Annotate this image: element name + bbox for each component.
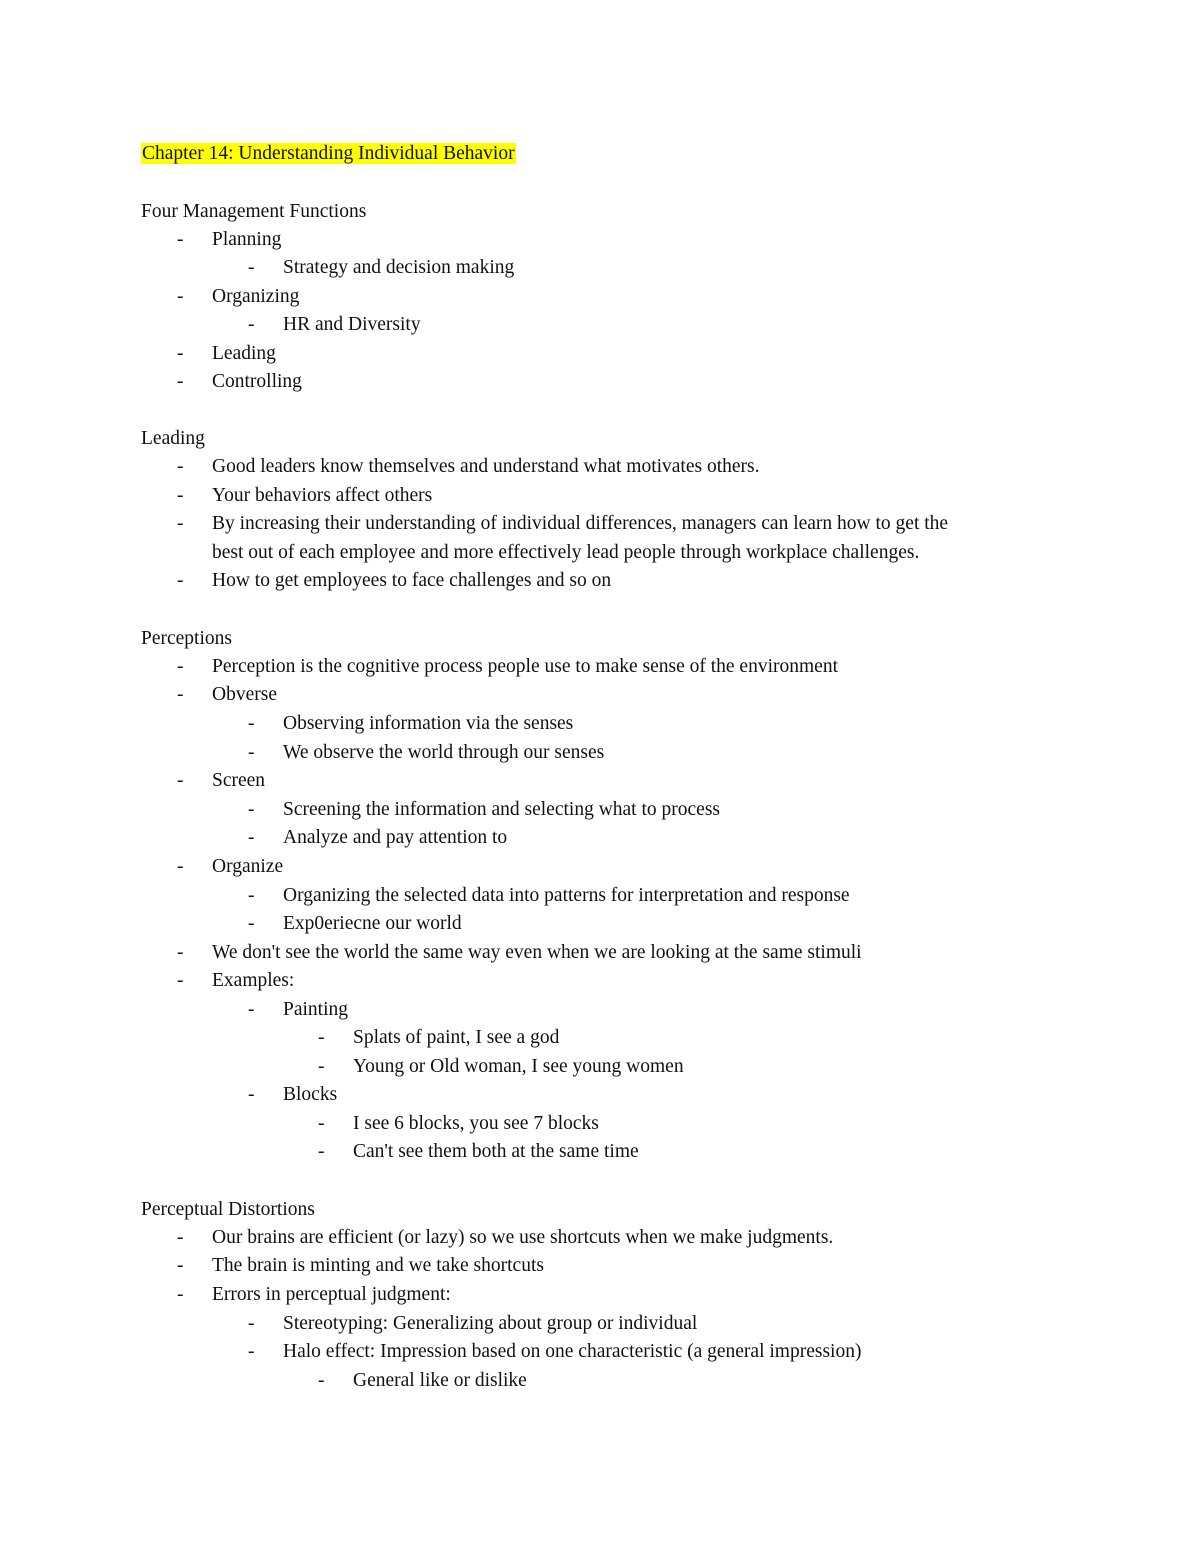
list-item-text: Halo effect: Impression based on one characteristic (a general impression) bbox=[283, 1341, 862, 1362]
list-item bbox=[0, 1310, 1200, 1338]
list-item bbox=[0, 510, 1200, 538]
bullet-dash: - bbox=[177, 1284, 184, 1305]
list-item bbox=[0, 1081, 1200, 1109]
section-heading-perceptions: Perceptions bbox=[141, 628, 232, 649]
bullet-dash: - bbox=[177, 286, 184, 307]
list-item-text: By increasing their understanding of individual differences, managers can learn how to get the bbox=[212, 513, 949, 534]
bullet-dash: - bbox=[177, 485, 184, 506]
title-highlight: Chapter 14: Understanding Individual Behavior bbox=[142, 143, 515, 164]
list-item bbox=[0, 653, 1200, 681]
list-item bbox=[0, 1024, 1200, 1052]
bullet-dash: - bbox=[177, 513, 184, 534]
list-item-text: Your behaviors affect others bbox=[212, 485, 433, 506]
list-item-text: Exp0eriecne our world bbox=[283, 913, 462, 934]
list-item bbox=[0, 482, 1200, 510]
bullet-dash: - bbox=[177, 942, 184, 963]
section-heading-leading: Leading bbox=[141, 428, 205, 449]
list-item-text: Stereotyping: Generalizing about group or individual bbox=[283, 1313, 698, 1334]
list-item-text: Strategy and decision making bbox=[283, 257, 515, 278]
bullet-dash: - bbox=[248, 742, 255, 763]
list-item-text: best out of each employee and more effectively lead people through workplace challenges. bbox=[212, 542, 920, 563]
bullet-dash: - bbox=[248, 1313, 255, 1334]
list-item-text: Blocks bbox=[283, 1084, 338, 1105]
bullet-dash: - bbox=[177, 343, 184, 364]
bullet-dash: - bbox=[248, 314, 255, 335]
bullet-dash: - bbox=[177, 684, 184, 705]
list-item-text: We observe the world through our senses bbox=[283, 742, 605, 763]
list-item bbox=[0, 739, 1200, 767]
list-item bbox=[0, 453, 1200, 481]
list-item bbox=[0, 1367, 1200, 1395]
list-item-text: Planning bbox=[212, 229, 282, 250]
list-item-text: Organize bbox=[212, 856, 284, 877]
list-item bbox=[0, 681, 1200, 709]
list-item bbox=[0, 254, 1200, 282]
list-item-text: I see 6 blocks, you see 7 blocks bbox=[353, 1113, 599, 1134]
list-item-text: Screening the information and selecting what to process bbox=[283, 799, 720, 820]
list-item-text: Good leaders know themselves and understand what motivates others. bbox=[212, 456, 760, 477]
list-item-text: General like or dislike bbox=[353, 1370, 527, 1391]
list-item-text: Observing information via the senses bbox=[283, 713, 574, 734]
list-item bbox=[0, 939, 1200, 967]
bullet-dash: - bbox=[177, 656, 184, 677]
bullet-dash: - bbox=[248, 1084, 255, 1105]
list-item bbox=[0, 1053, 1200, 1081]
list-item-text: Controlling bbox=[212, 371, 302, 392]
list-item bbox=[0, 967, 1200, 995]
bullet-dash: - bbox=[177, 371, 184, 392]
bullet-dash: - bbox=[318, 1370, 325, 1391]
bullet-dash: - bbox=[177, 856, 184, 877]
list-item-text: Organizing the selected data into patterns for interpretation and response bbox=[283, 885, 850, 906]
list-item-text: How to get employees to face challenges and so on bbox=[212, 570, 612, 591]
bullet-dash: - bbox=[318, 1056, 325, 1077]
list-item-text: Can't see them both at the same time bbox=[353, 1141, 639, 1162]
list-item bbox=[0, 767, 1200, 795]
list-item-text: We don't see the world the same way even when we are looking at the same stimuli bbox=[212, 942, 862, 963]
list-item-text: Screen bbox=[212, 770, 266, 791]
list-item-text: Splats of paint, I see a god bbox=[353, 1027, 560, 1048]
section-heading-perceptual-distortions: Perceptual Distortions bbox=[141, 1199, 315, 1220]
list-item bbox=[0, 1338, 1200, 1366]
bullet-dash: - bbox=[248, 799, 255, 820]
list-item bbox=[0, 853, 1200, 881]
list-item-text: Leading bbox=[212, 343, 276, 364]
list-item bbox=[0, 882, 1200, 910]
bullet-dash: - bbox=[248, 257, 255, 278]
list-item bbox=[0, 796, 1200, 824]
list-item bbox=[0, 1252, 1200, 1280]
list-item-text: Analyze and pay attention to bbox=[283, 827, 508, 848]
list-item bbox=[0, 996, 1200, 1024]
list-item bbox=[0, 311, 1200, 339]
bullet-dash: - bbox=[318, 1141, 325, 1162]
list-item bbox=[0, 567, 1200, 595]
list-item bbox=[0, 910, 1200, 938]
list-item bbox=[0, 1281, 1200, 1309]
list-item bbox=[0, 710, 1200, 738]
list-item bbox=[0, 1224, 1200, 1252]
bullet-dash: - bbox=[248, 885, 255, 906]
section-heading-management-functions: Four Management Functions bbox=[141, 201, 367, 222]
list-item-text: Perception is the cognitive process people use to make sense of the environment bbox=[212, 656, 838, 677]
list-item bbox=[0, 1110, 1200, 1138]
bullet-dash: - bbox=[248, 827, 255, 848]
bullet-dash: - bbox=[318, 1113, 325, 1134]
list-item bbox=[0, 283, 1200, 311]
list-item bbox=[0, 368, 1200, 396]
list-item-text: The brain is minting and we take shortcuts bbox=[212, 1255, 544, 1276]
list-item-text: Our brains are efficient (or lazy) so we use shortcuts when we make judgments. bbox=[212, 1227, 834, 1248]
list-item-text: Painting bbox=[283, 999, 349, 1020]
list-item bbox=[0, 824, 1200, 852]
bullet-dash: - bbox=[318, 1027, 325, 1048]
page-title bbox=[141, 140, 516, 168]
bullet-dash: - bbox=[177, 1255, 184, 1276]
list-item-text: Organizing bbox=[212, 286, 300, 307]
bullet-dash: - bbox=[177, 456, 184, 477]
list-item-continuation bbox=[0, 539, 1200, 567]
bullet-dash: - bbox=[177, 229, 184, 250]
bullet-dash: - bbox=[248, 713, 255, 734]
list-item-text: Obverse bbox=[212, 684, 277, 705]
bullet-dash: - bbox=[177, 970, 184, 991]
bullet-dash: - bbox=[177, 1227, 184, 1248]
list-item bbox=[0, 226, 1200, 254]
bullet-dash: - bbox=[248, 913, 255, 934]
list-item bbox=[0, 340, 1200, 368]
bullet-dash: - bbox=[177, 770, 184, 791]
bullet-dash: - bbox=[248, 1341, 255, 1362]
list-item bbox=[0, 1138, 1200, 1166]
list-item-text: Examples: bbox=[212, 970, 295, 991]
bullet-dash: - bbox=[177, 570, 184, 591]
list-item-text: Young or Old woman, I see young women bbox=[353, 1056, 684, 1077]
list-item-text: HR and Diversity bbox=[283, 314, 421, 335]
bullet-dash: - bbox=[248, 999, 255, 1020]
list-item-text: Errors in perceptual judgment: bbox=[212, 1284, 451, 1305]
